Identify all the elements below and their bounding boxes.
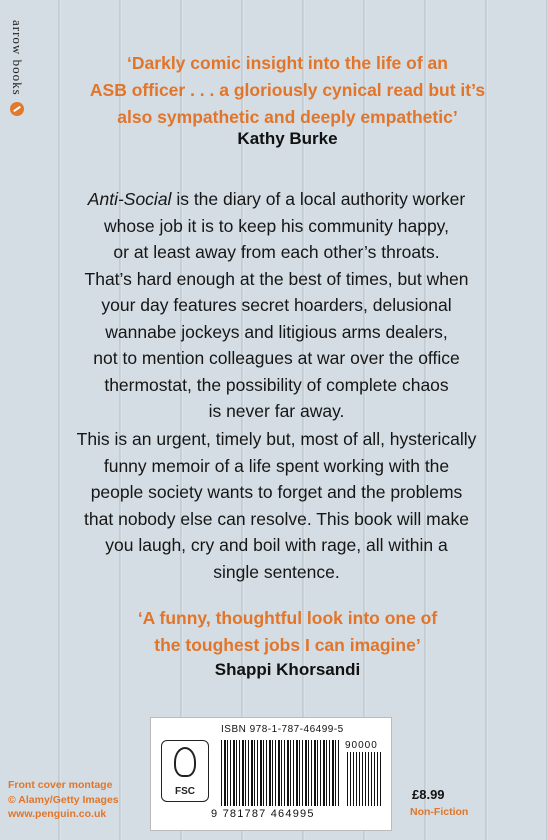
tree-icon	[174, 747, 196, 777]
blurb-line: not to mention colleagues at war over the office	[93, 348, 460, 368]
isbn-text: ISBN 978-1-787-46499-5	[221, 724, 344, 735]
quote-author-top: Kathy Burke	[237, 129, 338, 148]
price: £8.99	[412, 787, 445, 802]
quote-author-bottom: Shappi Khorsandi	[214, 660, 361, 679]
quote-line: ASB officer . . . a gloriously cynical read but it’s	[89, 80, 486, 100]
blurb-line: single sentence.	[213, 561, 340, 582]
blurb-line: wannabe jockeys and litigious arms dealers,	[105, 321, 448, 342]
blurb-line: whose job it is to keep his community happy,	[104, 215, 449, 236]
review-quote-top	[50, 50, 525, 131]
blurb-line: that nobody else can resolve. This book will make	[84, 508, 469, 529]
book-title: Anti-Social	[87, 189, 172, 209]
publisher-name: arrow books	[10, 20, 25, 96]
credit-line: © Alamy/Getty Images	[8, 793, 119, 806]
addon-code: 90000	[345, 740, 378, 751]
barcode-panel	[150, 717, 392, 831]
cover-credits	[8, 778, 119, 822]
quote-line: the toughest jobs I can imagine’	[154, 635, 421, 655]
quote-line: also sympathetic and deeply empathetic’	[117, 107, 458, 127]
barcode-digits: 9 781787 464995	[211, 808, 315, 820]
blurb-line: funny memoir of a life spent working with the	[103, 455, 450, 476]
blurb-line: your day features secret hoarders, delusional	[101, 295, 452, 315]
blurb-paragraph-1	[28, 186, 525, 425]
blurb-line: That’s hard enough at the best of times, but when	[84, 268, 469, 289]
quote-line: ‘A funny, thoughtful look into one of	[137, 608, 438, 628]
publisher-url: www.penguin.co.uk	[8, 808, 107, 820]
barcode-bars	[221, 740, 341, 806]
blurb-paragraph-2	[28, 426, 525, 585]
quote-line: ‘Darkly comic insight into the life of an	[127, 53, 448, 73]
credit-line: Front cover montage	[8, 779, 113, 791]
blurb-line: is the diary of a local authority worker	[171, 189, 466, 209]
blurb-line: or at least away from each other’s throats.	[113, 242, 440, 262]
blurb-line: thermostat, the possibility of complete chaos	[104, 374, 449, 395]
spine-brand	[6, 20, 28, 170]
review-quote-bottom	[50, 605, 525, 659]
category-label: Non-Fiction	[410, 806, 469, 818]
blurb-line: is never far away.	[208, 401, 345, 421]
blurb-line: you laugh, cry and boil with rage, all within a	[105, 535, 448, 555]
arrow-logo-icon	[10, 102, 24, 116]
blurb-line: people society wants to forget and the problems	[90, 482, 463, 502]
addon-bars	[347, 752, 383, 806]
blurb-line: This is an urgent, timely but, most of all, hysterically	[76, 429, 477, 449]
fsc-label: FSC	[175, 786, 195, 797]
fsc-logo	[161, 740, 209, 802]
